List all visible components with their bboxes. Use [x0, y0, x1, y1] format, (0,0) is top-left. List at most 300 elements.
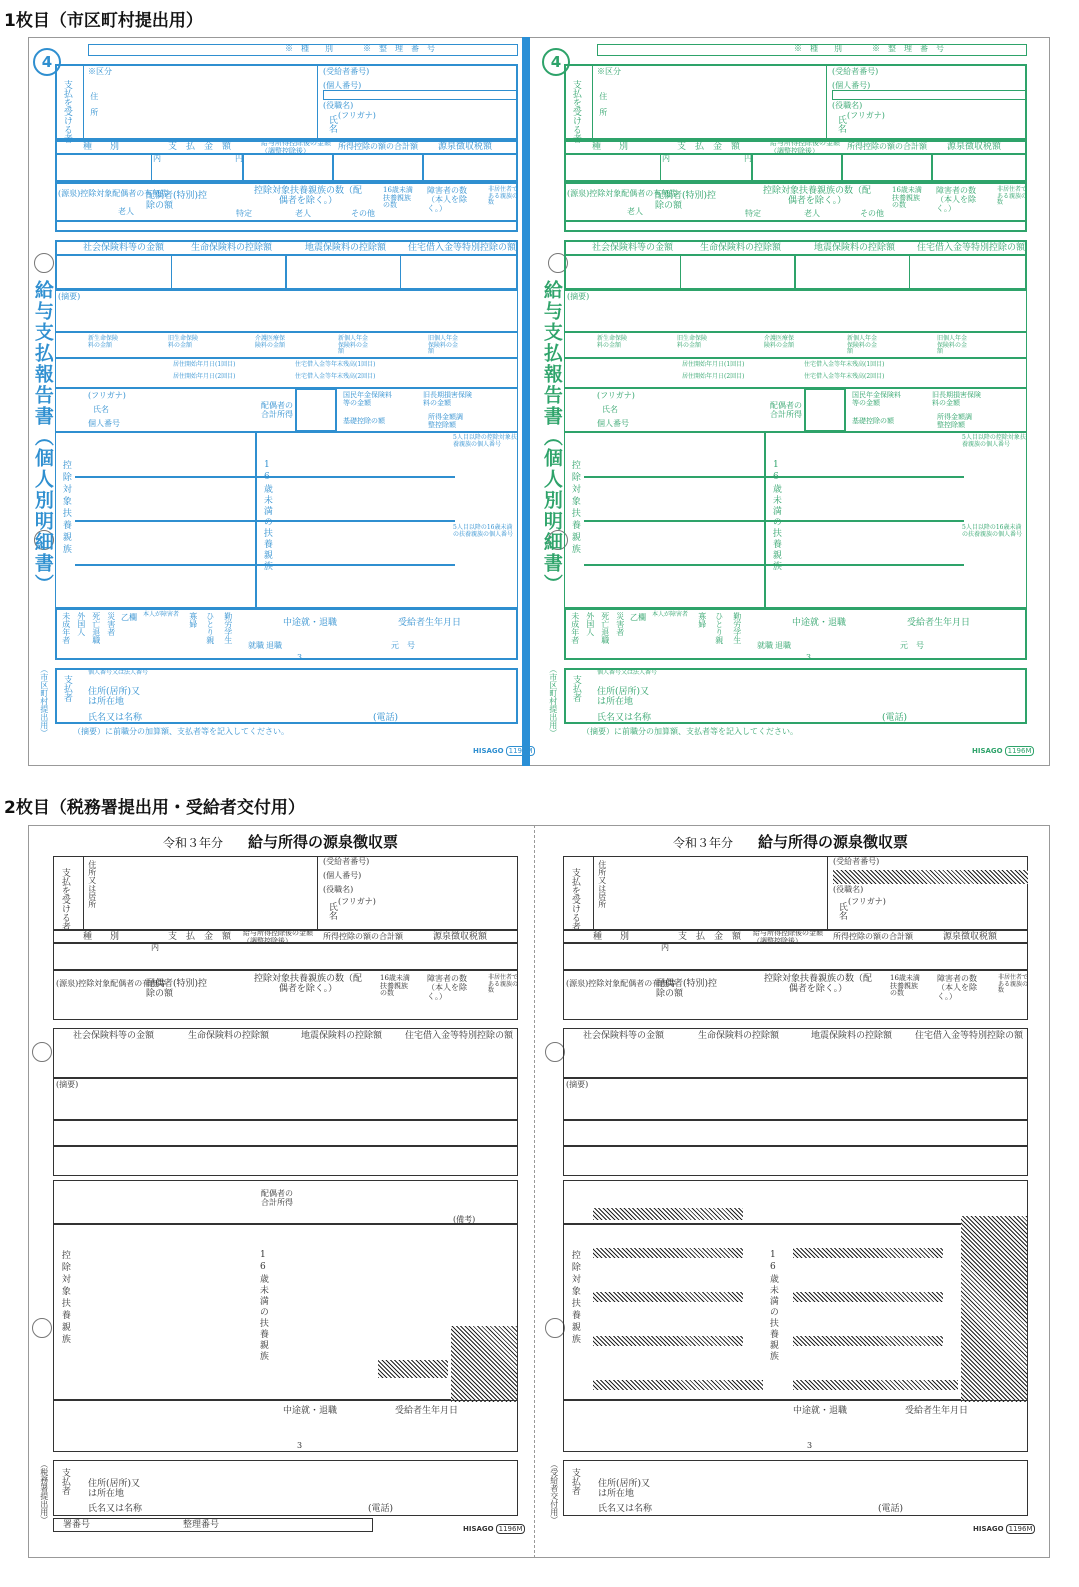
label-fuyo-kazu: 控除対象扶養親族の数（配偶者を除く。） — [253, 186, 362, 206]
label-jishin-hoken: 地震保険料の控除額 — [811, 1031, 893, 1041]
label-jusho: 住所又は居所 — [597, 860, 607, 908]
label-fuyo5: 5人目以降の控除対象扶養親族の個人番号 — [962, 434, 1026, 448]
col-shiharai: 支 払 金 額 — [168, 932, 232, 942]
label-jukyusha: (受給者番号) — [323, 67, 370, 76]
label-jusho: 住所又は居所 — [87, 860, 97, 908]
col-gensen: 源泉徴収税額 — [433, 932, 488, 942]
label-gengo: 元 号 — [900, 641, 924, 650]
amount-cell — [842, 153, 932, 182]
label-shin-kojin: 新個人年金保険料の金額 — [338, 335, 369, 356]
label-shogaisha: 障害者の数（本人を除く。） — [937, 974, 977, 1001]
label-uchi: 内 — [661, 943, 669, 952]
maker-logo — [973, 1526, 1035, 1534]
label-seimei-hoken: 生命保険料の控除額 — [698, 1031, 780, 1041]
label-kokumin: 国民年金保険料等の金額 — [343, 391, 392, 407]
label-16sai-fuyo: 16歳未満の扶養親族 — [257, 1250, 268, 1362]
label-kaigo: 介護医療保険料の金額 — [764, 335, 795, 349]
label-tekiyo: (摘要) — [566, 1080, 589, 1089]
label-rojin2: 老人 — [804, 209, 820, 218]
label-shiharaisha: 支払者 — [59, 1468, 70, 1495]
label-uchi: 内 — [153, 154, 161, 163]
label-denwa: (電話) — [878, 1504, 904, 1514]
gengo-value: 3 — [806, 653, 812, 662]
label-yakushoku: (役職名) — [323, 885, 354, 894]
label-gensen-haigusha: (源泉)控除対象配偶者の有無等 — [567, 189, 678, 198]
spouse-income-box — [295, 388, 337, 432]
label-kyu-seimei: 旧生命保険料の金額 — [168, 335, 199, 349]
label-kojin-bango: (個人番号) — [323, 81, 362, 90]
col-koujo: 所得控除の額の合計額 — [338, 142, 418, 151]
label-kyu-kojin: 旧個人年金保険料の金額 — [428, 335, 459, 356]
security-pattern — [961, 1216, 1027, 1402]
model-number: 1196M — [496, 1524, 526, 1534]
label-hikyojusha: 非居住者である親族の数 — [998, 974, 1029, 995]
label-furigana: (フリガナ) — [338, 111, 376, 120]
label-kyojyu: 居住開始年月日(1回目) — [682, 361, 745, 368]
label-furigana: (フリガナ) — [848, 897, 886, 906]
label-kafu: 寡婦 — [188, 612, 198, 628]
label-zandaka1: 住宅借入金等年末残高(1回目) — [804, 361, 885, 368]
label-rojin: 老人 — [627, 207, 643, 216]
ins-cell — [286, 254, 401, 290]
note-tekiyo: （摘要）に前職分の加算額、支払者等を記入してください。 — [73, 727, 289, 736]
label-jusho-shozai: 住所(居所)又は所在地 — [88, 687, 141, 707]
label-jusho: 住 所 — [89, 92, 99, 116]
label-jusho-shozai: 住所(居所)又は所在地 — [598, 1479, 651, 1499]
label-seimei-hoken: 生命保険料の控除額 — [188, 1031, 270, 1041]
label-fuyo5-16: 5人目以降の16歳未満の扶養親族の個人番号 — [962, 524, 1023, 538]
label-seimei-hoken: 生命保険料の控除額 — [700, 243, 782, 253]
label-shimei: 氏名 — [602, 405, 618, 414]
seimei-breakdown — [53, 1120, 518, 1146]
amount-cell — [660, 153, 752, 182]
label-tokutei: 特定 — [236, 209, 252, 218]
label-rojin: 老人 — [118, 207, 134, 216]
label-shimei-meisho: 氏名又は名称 — [597, 713, 652, 723]
label-honnin-shogai: 本人が障害者 — [652, 611, 689, 618]
label-seinengappi: 受給者生年月日 — [907, 618, 971, 628]
mynumber-mask — [593, 1336, 743, 1346]
label-miseinen: 未成年者 — [570, 612, 580, 644]
receipt-year: 令和３年分 — [673, 836, 734, 850]
form-zeimusho-copy — [33, 830, 523, 1554]
label-gensen-haigusha: (源泉)控除対象配偶者の有無等 — [56, 979, 167, 988]
label-jusho-shozai: 住所(居所)又は所在地 — [88, 1479, 141, 1499]
label-shobango: 署番号 — [63, 1520, 91, 1530]
row-line — [584, 476, 964, 478]
label-shin-kojin: 新個人年金保険料の金額 — [847, 335, 878, 356]
dependents-list — [53, 1224, 518, 1400]
label-gaikoku: 外国人 — [585, 612, 595, 636]
col-koujo: 所得控除の額の合計額 — [833, 932, 913, 941]
amount-cell — [932, 153, 1027, 182]
col-kyuyo: 給与所得控除後の金額（調整控除後） — [261, 139, 331, 155]
section2-title: 2枚目（税務署提出用・受給者交付用） — [4, 798, 305, 818]
col-gensen: 源泉徴収税額 — [438, 142, 493, 152]
row-line — [563, 942, 1028, 944]
label-shushoku: 就職 — [248, 641, 264, 650]
label-jishin-hoken: 地震保険料の控除額 — [305, 243, 387, 253]
label-yakushoku: (役職名) — [832, 101, 863, 110]
label-haigusha-gokei: 配偶者の合計所得 — [261, 401, 293, 419]
submit-to-label: （受給者交付用） — [549, 1460, 559, 1524]
label-bikou: (備考) — [453, 1215, 476, 1224]
label-jishin-hoken: 地震保険料の控除額 — [814, 243, 896, 253]
label-kyu-choki: 旧長期損害保険料の金額 — [423, 391, 472, 407]
gengo-value: 3 — [807, 1441, 813, 1450]
label-fuyo-kazu: 控除対象扶養親族の数（配偶者を除く。） — [762, 186, 871, 206]
receipt-title: 給与所得の源泉徴収票 — [758, 833, 909, 851]
address-box — [592, 64, 827, 140]
label-furigana: (フリガナ) — [847, 111, 885, 120]
label-16sai: 16歳未満扶養親族の数 — [380, 974, 410, 998]
label-shakai-hoken: 社会保険料等の金額 — [583, 1031, 665, 1041]
label-jutaku: 住宅借入金等特別控除の額 — [408, 243, 517, 253]
label-gensen-haigusha: (源泉)控除対象配偶者の有無等 — [566, 979, 677, 988]
submit-to-label: （市区町村提出用） — [39, 665, 49, 737]
label-seinengappi: 受給者生年月日 — [395, 1406, 459, 1416]
maker-name: HISAGO — [463, 1525, 494, 1533]
label-otsu: 乙欄 — [121, 613, 137, 622]
mynumber-box — [832, 90, 1027, 100]
label-zandaka2: 住宅借入金等年末残高(2回目) — [295, 373, 376, 380]
label-jutaku: 住宅借入金等特別控除の額 — [405, 1031, 514, 1041]
label-saigai: 災害者 — [615, 612, 625, 636]
maker-name: HISAGO — [972, 747, 1003, 755]
submit-to-label: （税務署提出用） — [39, 1460, 49, 1524]
label-sonota: その他 — [351, 209, 375, 218]
address-box — [83, 64, 318, 140]
label-zandaka2: 住宅借入金等年末残高(2回目) — [804, 373, 885, 380]
label-seinengappi: 受給者生年月日 — [398, 618, 462, 628]
label-miseinen: 未成年者 — [61, 612, 71, 644]
label-chuto: 中途就・退職 — [283, 618, 338, 628]
col-shubetsu: 種 別 — [592, 142, 629, 152]
label-koujo-taisho: 控除対象扶養親族 — [60, 460, 71, 556]
address-box — [83, 856, 318, 930]
label-kojin-bango: (個人番号) — [323, 871, 362, 880]
label-furigana: (フリガナ) — [597, 391, 635, 400]
label-recipient: 支払を受ける者 — [569, 868, 580, 931]
mynumber-mask — [593, 1380, 763, 1390]
label-seinengappi: 受給者生年月日 — [905, 1406, 969, 1416]
mynumber-mask — [793, 1248, 943, 1258]
label-furigana: (フリガナ) — [338, 897, 376, 906]
label-kinro: 勤労学生 — [732, 612, 742, 644]
label-kyu-seimei: 旧生命保険料の金額 — [677, 335, 708, 349]
label-shin-seimei: 新生命保険料の金額 — [597, 335, 628, 349]
label-kafu: 寡婦 — [697, 612, 707, 628]
mynumber-mask — [593, 1292, 743, 1302]
jutaku-breakdown — [53, 1146, 518, 1176]
tekiyo-box — [55, 290, 518, 332]
col-shiharai: 支 払 金 額 — [677, 142, 741, 152]
label-houjin-bango: 個人番号又は法人番号 — [88, 669, 149, 676]
submit-to-label: （市区町村提出用） — [548, 665, 558, 737]
row-line — [564, 220, 1027, 222]
security-pattern — [378, 1360, 448, 1378]
label-kubun: ※区分 — [597, 67, 621, 76]
label-taishoku: 退職 — [775, 641, 791, 650]
label-jishin-hoken: 地震保険料の控除額 — [301, 1031, 383, 1041]
label-16sai: 16歳未満扶養親族の数 — [383, 186, 413, 210]
label-houjin-bango: 個人番号又は法人番号 — [597, 669, 658, 676]
label-16sai-fuyo: 16歳未満の扶養親族 — [767, 1250, 778, 1362]
row-line — [75, 476, 455, 478]
form-vertical-title: 給与支払報告書（個人別明細書） — [540, 280, 563, 595]
label-shimei-meisho: 氏名又は名称 — [598, 1504, 653, 1514]
label-haigusha-gokei: 配偶者の合計所得 — [261, 1189, 293, 1207]
label-hitorioya: ひとり親 — [205, 612, 215, 644]
label-furigana: (フリガナ) — [88, 391, 126, 400]
label-kaigo: 介護医療保険料の金額 — [255, 335, 286, 349]
form-jukyusha-copy — [543, 830, 1033, 1554]
amount-cell — [151, 153, 243, 182]
label-taishoku: 退職 — [266, 641, 282, 650]
label-kyu-kojin: 旧個人年金保険料の金額 — [937, 335, 968, 356]
col-shiharai: 支 払 金 額 — [678, 932, 742, 942]
label-shakai-hoken: 社会保険料等の金額 — [592, 243, 674, 253]
label-yakushoku: (役職名) — [323, 101, 354, 110]
label-jukyusha: (受給者番号) — [323, 857, 370, 866]
row-line — [75, 520, 455, 522]
label-tekiyo: (摘要) — [567, 292, 590, 301]
spouse-income-box — [804, 388, 846, 432]
gengo-value: 3 — [297, 653, 303, 662]
label-kinro: 勤労学生 — [223, 612, 233, 644]
label-rojin2: 老人 — [295, 209, 311, 218]
col-kyuyo: 給与所得控除後の金額（調整控除後） — [243, 929, 313, 945]
amount-cell — [752, 153, 842, 182]
row-line — [53, 942, 518, 944]
label-shimei: 氏名 — [93, 405, 109, 414]
row-line — [584, 520, 964, 522]
label-fuyo-kazu: 控除対象扶養親族の数（配偶者を除く。） — [763, 974, 872, 994]
label-haigusha-gokei: 配偶者の合計所得 — [770, 401, 802, 419]
label-chuto: 中途就・退職 — [793, 1406, 848, 1416]
label-gaikoku: 外国人 — [76, 612, 86, 636]
row-line — [55, 220, 518, 222]
label-kiso: 基礎控除の額 — [852, 417, 894, 425]
col-shubetsu: 種 別 — [83, 142, 120, 152]
label-seiri-bango: ※ 整 理 番 号 — [872, 44, 944, 53]
label-haigusha-tokubetsu: 配偶者(特別)控除の額 — [146, 979, 208, 999]
tekiyo-box — [53, 1078, 518, 1120]
label-chuto: 中途就・退職 — [792, 618, 847, 628]
form-shichoson-copy — [31, 40, 533, 762]
label-shotoku-kingaku: 所得金額調整控除額 — [937, 413, 972, 429]
section1-title: 1枚目（市区町村提出用） — [4, 11, 203, 31]
sheet-1-divider — [522, 37, 530, 766]
jutaku-breakdown — [564, 358, 1027, 388]
label-hikyojusha: 非居住者である親族の数 — [997, 186, 1028, 207]
maker-logo — [473, 748, 535, 756]
col-shubetsu: 種 別 — [593, 932, 630, 942]
label-shiharaisha: 支払者 — [569, 1468, 580, 1495]
label-16sai-fuyo: 16歳未満の扶養親族 — [261, 460, 272, 572]
label-gengo: 元 号 — [391, 641, 415, 650]
model-number: 1196M — [1005, 746, 1035, 756]
security-pattern — [451, 1326, 517, 1402]
label-shimei: 氏名 — [836, 902, 847, 920]
label-gensen-haigusha: (源泉)控除対象配偶者の有無等 — [58, 189, 169, 198]
col-shubetsu: 種 別 — [83, 932, 120, 942]
label-seimei-hoken: 生命保険料の控除額 — [191, 243, 273, 253]
label-shimei-meisho: 氏名又は名称 — [88, 1504, 143, 1514]
amount-cell — [423, 153, 518, 182]
mynumber-mask — [793, 1292, 943, 1302]
col-koujo: 所得控除の額の合計額 — [323, 932, 403, 941]
label-seiri-bango: 整理番号 — [183, 1520, 220, 1530]
label-kyojyu2: 居住開始年月日(2回目) — [173, 373, 236, 380]
tekiyo-box — [564, 290, 1027, 332]
label-denwa: (電話) — [373, 713, 399, 723]
col-gensen: 源泉徴収税額 — [947, 142, 1002, 152]
label-shushoku: 就職 — [757, 641, 773, 650]
label-hitorioya: ひとり親 — [714, 612, 724, 644]
mynumber-mask — [793, 1336, 943, 1346]
row-line — [584, 564, 964, 566]
label-uchi: 内 — [662, 154, 670, 163]
label-kyu-choki: 旧長期損害保険料の金額 — [932, 391, 981, 407]
label-hikyojusha: 非居住者である親族の数 — [488, 186, 519, 207]
label-shogaisha: 障害者の数（本人を除く。） — [427, 974, 467, 1001]
label-jutaku: 住宅借入金等特別控除の額 — [915, 1031, 1024, 1041]
label-shibo: 死亡退職 — [600, 612, 610, 644]
label-shogaisha: 障害者の数（本人を除く。） — [936, 186, 976, 213]
mynumber-mask — [593, 1208, 743, 1220]
label-haigusha-tokubetsu: 配偶者(特別)控除の額 — [146, 191, 208, 211]
ins-cell — [680, 254, 795, 290]
label-kiso: 基礎控除の額 — [343, 417, 385, 425]
jutaku-breakdown — [563, 1146, 1028, 1176]
label-kojin-bango: 個人番号 — [88, 419, 120, 428]
label-shiharaisha: 支払者 — [570, 675, 581, 702]
label-kojin-bango: 個人番号 — [597, 419, 629, 428]
jutaku-breakdown — [55, 358, 518, 388]
label-haigusha-tokubetsu: 配偶者(特別)控除の額 — [656, 979, 718, 999]
label-shotoku-kingaku: 所得金額調整控除額 — [428, 413, 463, 429]
label-shubetsu: ※ 種 別 — [794, 44, 842, 53]
label-fuyo5: 5人目以降の控除対象扶養親族の個人番号 — [453, 434, 517, 448]
amount-cell — [333, 153, 423, 182]
label-shimei: 氏名 — [326, 115, 337, 133]
ins-cell — [795, 254, 910, 290]
form-number-badge: 4 — [33, 48, 61, 76]
label-tokutei: 特定 — [745, 209, 761, 218]
label-koujo-taisho: 控除対象扶養親族 — [569, 1250, 580, 1346]
form-vertical-title: 給与支払報告書（個人別明細書） — [31, 280, 54, 595]
maker-name: HISAGO — [973, 1525, 1004, 1533]
label-shimei-meisho: 氏名又は名称 — [88, 713, 143, 723]
label-kubun: ※区分 — [88, 67, 112, 76]
maker-name: HISAGO — [473, 747, 504, 755]
label-recipient: 支払を受ける者 — [59, 868, 70, 931]
label-kojin-bango: (個人番号) — [832, 81, 871, 90]
label-seiri-bango: ※ 整 理 番 号 — [363, 44, 435, 53]
sheet-2-perforation — [534, 825, 535, 1558]
mynumber-mask — [833, 870, 1028, 884]
model-number: 1196M — [1006, 1524, 1036, 1534]
label-hikyojusha: 非居住者である親族の数 — [488, 974, 519, 995]
label-uchi: 内 — [151, 943, 159, 952]
maker-logo — [972, 748, 1034, 756]
label-shimei: 氏名 — [835, 115, 846, 133]
maker-logo — [463, 1526, 525, 1534]
label-jusho: 住 所 — [598, 92, 608, 116]
label-saigai: 災害者 — [106, 612, 116, 636]
label-jutaku: 住宅借入金等特別控除の額 — [917, 243, 1026, 253]
address-box — [593, 856, 828, 930]
label-haigusha-tokubetsu: 配偶者(特別)控除の額 — [655, 191, 717, 211]
label-shogaisha: 障害者の数（本人を除く。） — [427, 186, 467, 213]
mynumber-mask — [793, 1380, 958, 1390]
label-kyojyu: 居住開始年月日(1回目) — [173, 361, 236, 368]
col-koujo: 所得控除の額の合計額 — [847, 142, 927, 151]
note-tekiyo: （摘要）に前職分の加算額、支払者等を記入してください。 — [582, 727, 798, 736]
receipt-title: 給与所得の源泉徴収票 — [248, 833, 399, 851]
tekiyo-box — [563, 1078, 1028, 1120]
label-chuto: 中途就・退職 — [283, 1406, 338, 1416]
label-sonota: その他 — [860, 209, 884, 218]
label-16sai-fuyo: 16歳未満の扶養親族 — [770, 460, 781, 572]
receipt-year: 令和３年分 — [163, 836, 224, 850]
label-shimei: 氏名 — [326, 902, 337, 920]
label-yakushoku: (役職名) — [833, 885, 864, 894]
col-kyuyo: 給与所得控除後の金額（調整控除後） — [770, 139, 840, 155]
label-kyojyu2: 居住開始年月日(2回目) — [682, 373, 745, 380]
label-shin-seimei: 新生命保険料の金額 — [88, 335, 119, 349]
amount-cell — [243, 153, 333, 182]
col-shiharai: 支 払 金 額 — [168, 142, 232, 152]
col-gensen: 源泉徴収税額 — [943, 932, 998, 942]
label-shiharaisha: 支払者 — [61, 675, 72, 702]
label-recipient: 支払を受ける者 — [61, 80, 72, 143]
label-fuyo5-16: 5人目以降の16歳未満の扶養親族の個人番号 — [453, 524, 514, 538]
label-shakai-hoken: 社会保険料等の金額 — [83, 243, 165, 253]
row-line — [75, 564, 455, 566]
label-en: 円 — [744, 154, 752, 163]
mynumber-box — [323, 90, 518, 100]
model-number: 1196M — [506, 746, 536, 756]
label-otsu: 乙欄 — [630, 613, 646, 622]
label-honnin-shogai: 本人が障害者 — [143, 611, 180, 618]
label-jukyusha: (受給者番号) — [833, 857, 880, 866]
label-recipient: 支払を受ける者 — [570, 80, 581, 143]
label-tekiyo: (摘要) — [56, 1080, 79, 1089]
mynumber-mask — [593, 1248, 743, 1258]
label-denwa: (電話) — [882, 713, 908, 723]
form-number-badge: 4 — [542, 48, 570, 76]
label-shibo: 死亡退職 — [91, 612, 101, 644]
label-fuyo-kazu: 控除対象扶養親族の数（配偶者を除く。） — [253, 974, 362, 994]
seimei-breakdown — [563, 1120, 1028, 1146]
label-tekiyo: (摘要) — [58, 292, 81, 301]
label-denwa: (電話) — [368, 1504, 394, 1514]
label-16sai: 16歳未満扶養親族の数 — [890, 974, 920, 998]
label-zandaka1: 住宅借入金等年末残高(1回目) — [295, 361, 376, 368]
label-16sai: 16歳未満扶養親族の数 — [892, 186, 922, 210]
label-jukyusha: (受給者番号) — [832, 67, 879, 76]
label-en: 円 — [235, 154, 243, 163]
gengo-value: 3 — [297, 1441, 303, 1450]
form-shichoson-copy-2 — [540, 40, 1032, 762]
label-koujo-taisho: 控除対象扶養親族 — [59, 1250, 70, 1346]
ins-cell — [171, 254, 286, 290]
label-shubetsu: ※ 種 別 — [285, 44, 333, 53]
label-kokumin: 国民年金保険料等の金額 — [852, 391, 901, 407]
label-koujo-taisho: 控除対象扶養親族 — [569, 460, 580, 556]
